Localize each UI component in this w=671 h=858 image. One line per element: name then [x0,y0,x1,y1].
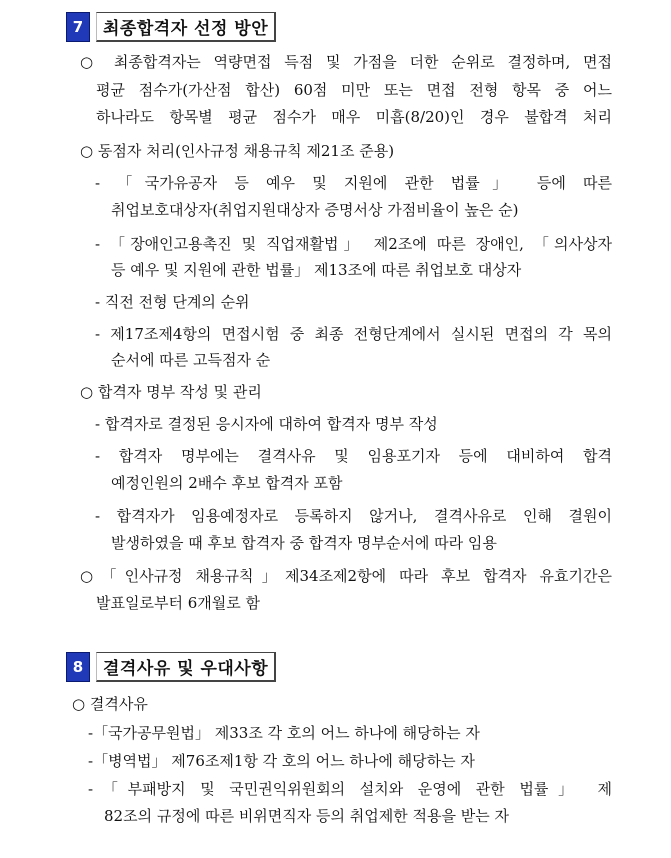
text-line: -「부패방지 및 국민권익위원회의 설치와 운영에 관한 법률」 제 [88,780,612,798]
text-line: ○ 최종합격자는 역량면접 득점 및 가점을 더한 순위로 결정하며, 면접 [80,53,612,71]
text-line: 발표일로부터 6개월로 함 [96,594,260,612]
text-line: - 합격자가 임용예정자로 등록하지 않거나, 결격사유로 인해 결원이 [95,507,612,525]
text-line: 하나라도 항목별 평균 점수가 매우 미흡(8/20)인 경우 불합격 처리 [96,108,612,126]
text-line: 82조의 규정에 따른 비위면직자 등의 취업제한 적용을 받는 자 [104,807,509,825]
text-line: 취업보호대상자(취업지원대상자 증명서상 가점비율이 높은 순) [111,201,519,219]
text-line: - 합격자로 결정된 응시자에 대하여 합격자 명부 작성 [95,415,438,433]
text-line: 평균 점수가(가산점 합산) 60점 미만 또는 면접 전형 항목 중 어느 [96,81,612,99]
section-8-number: 8 [66,652,90,682]
text-line: - 제17조제4항의 면접시험 중 최종 전형단계에서 실시된 면접의 각 목의 [95,325,612,343]
text-line: - 직전 전형 단계의 순위 [95,293,250,311]
text-line: 발생하였을 때 후보 합격자 중 합격자 명부순서에 따라 임용 [111,534,497,552]
text-line: 순서에 따른 고득점자 순 [111,351,271,369]
text-line: 등 예우 및 지원에 관한 법률」 제13조에 따른 취업보호 대상자 [111,261,522,279]
text-line: -「국가공무원법」 제33조 각 호의 어느 하나에 해당하는 자 [88,724,480,742]
section-8-title: 결격사유 및 우대사항 [96,652,276,682]
text-line: ○ 동점자 처리(인사규정 채용규칙 제21조 준용) [80,142,395,160]
text-line: - 「국가유공자 등 예우 및 지원에 관한 법률」 등에 따른 [95,174,612,192]
text-line: 예정인원의 2배수 후보 합격자 포함 [111,474,343,492]
section-7-header [66,12,276,42]
text-line: ○ 결격사유 [72,695,148,713]
section-7-number: 7 [66,12,90,42]
text-line: - 합격자 명부에는 결격사유 및 임용포기자 등에 대비하여 합격 [95,447,612,465]
text-line: -「병역법」 제76조제1항 각 호의 어느 하나에 해당하는 자 [88,752,475,770]
text-line: ○「인사규정 채용규칙」제34조제2항에 따라 후보 합격자 유효기간은 [80,567,612,585]
text-line: - 「장애인고용촉진 및 직업재활법」 제2조에 따른 장애인, 「의사상자 [95,235,612,253]
text-line: ○ 합격자 명부 작성 및 관리 [80,383,262,401]
section-8-header [66,652,276,682]
section-7-title: 최종합격자 선정 방안 [96,12,276,42]
